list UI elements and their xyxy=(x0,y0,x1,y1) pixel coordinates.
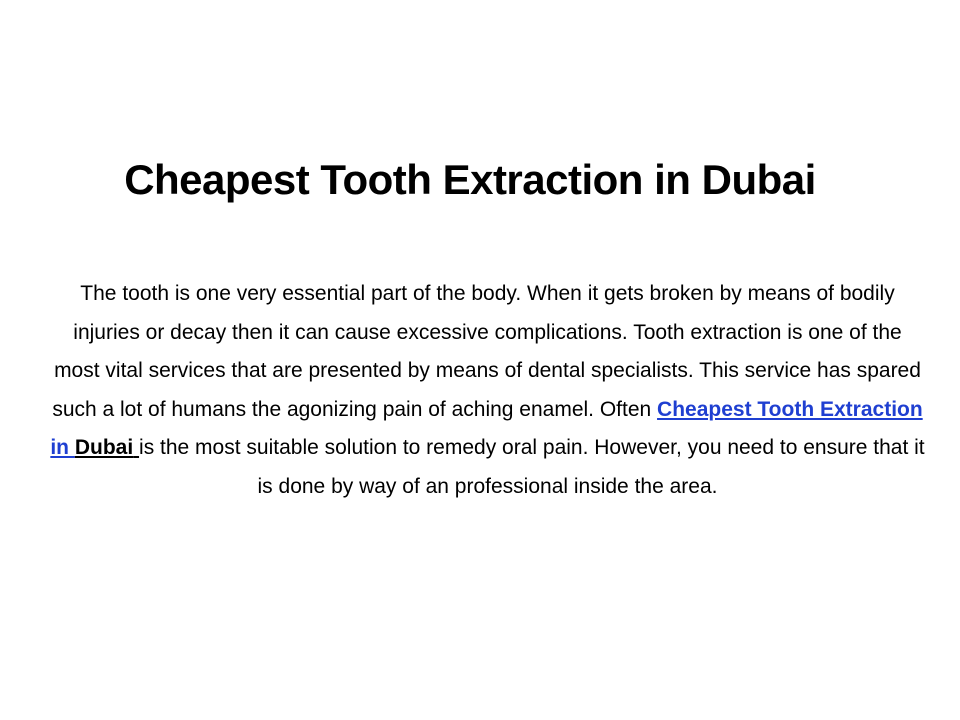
slide-title: Cheapest Tooth Extraction in Dubai xyxy=(124,156,816,203)
body-paragraph xyxy=(50,275,925,506)
paragraph-text-before-link: The tooth is one very essential part of the body. When it gets broken by means of bodily injuries or decay then it can cause excessive complications. Tooth extraction is one of the most vital services that are presented by means of dental specialists. This service has spared such a lot of humans the agonizing pain of aching enamel. Often xyxy=(52,282,921,421)
extraction-link-text[interactable]: Cheapest Tooth Extraction in xyxy=(50,397,923,459)
dubai-link-text[interactable]: Dubai xyxy=(74,436,134,459)
paragraph-text-after-link: is the most suitable solution to remedy oral pain. However, you need to ensure that it is done by way of an professional inside the area. xyxy=(139,436,925,498)
